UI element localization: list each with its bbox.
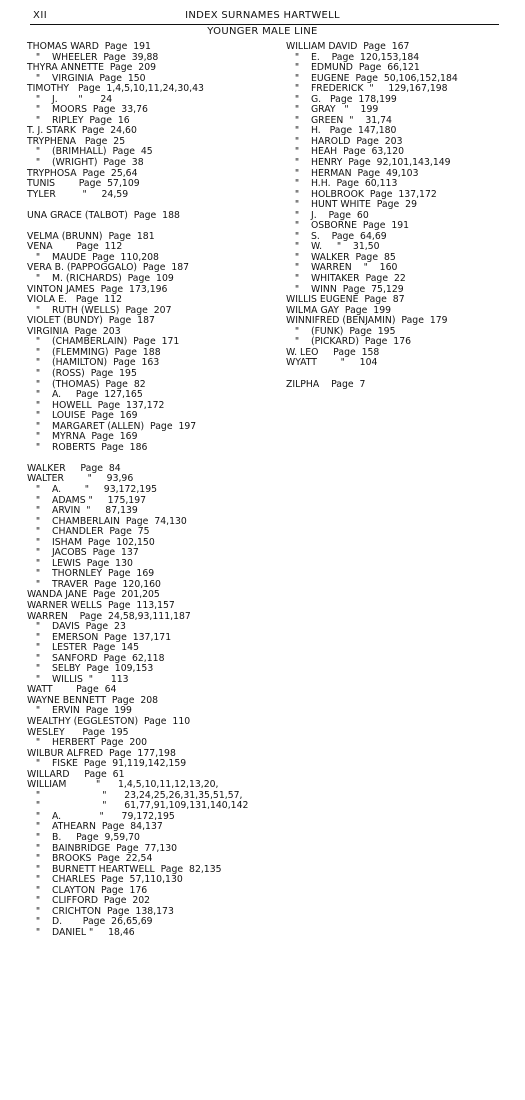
- index-entry: " (CHAMBERLAIN) Page 171: [27, 336, 180, 348]
- index-entry: " J. Page 60: [286, 209, 369, 221]
- index-entry: " HEAH Page 63,120: [286, 146, 405, 158]
- index-entry: " OSBORNE Page 191: [286, 220, 410, 232]
- index-entry: THOMAS WARD Page 191: [27, 41, 151, 52]
- index-entry: " WILLIS " 113: [27, 673, 129, 685]
- index-entry: WINNIFRED (BENJAMIN) Page 179: [286, 315, 448, 327]
- index-entry: " LEWIS Page 130: [27, 557, 133, 569]
- index-entry: " WHEELER Page 39,88: [27, 51, 159, 63]
- index-entry: WILLIAM " 1,4,5,10,11,12,13,20,: [27, 779, 219, 791]
- index-entry: " ISHAM Page 102,150: [27, 536, 155, 548]
- index-entry: VENA Page 112: [27, 241, 123, 253]
- index-entry: " (WRIGHT) Page 38: [27, 157, 144, 169]
- index-entry: TYLER " 24,59: [27, 188, 129, 200]
- index-entry: " CHARLES Page 57,110,130: [27, 874, 183, 886]
- index-entry: " HUNT WHITE Page 29: [286, 199, 417, 211]
- index-entry: WESLEY Page 195: [27, 726, 129, 738]
- index-entry: " WALKER Page 85: [286, 251, 396, 263]
- index-entry: " RIPLEY Page 16: [27, 114, 130, 126]
- index-entry: WALKER Page 84: [27, 462, 121, 474]
- index-entry: " MOORS Page 33,76: [27, 104, 148, 116]
- index-entry: " HAROLD Page 203: [286, 135, 403, 147]
- index-entry: WILLARD Page 61: [27, 768, 125, 780]
- left-index-column: [27, 42, 277, 938]
- index-entry: " ATHEARN Page 84,137: [27, 821, 163, 833]
- index-entry: WYATT " 104: [286, 357, 378, 369]
- index-entry: " VIRGINIA Page 150: [27, 72, 146, 84]
- index-entry: TRYPHENA Page 25: [27, 135, 126, 147]
- index-entry: " (BRIMHALL) Page 45: [27, 146, 153, 158]
- index-entry: " EMERSON Page 137,171: [27, 631, 172, 643]
- index-entry: " HOWELL Page 137,172: [27, 399, 165, 411]
- index-entry: VIRGINIA Page 203: [27, 325, 121, 337]
- index-entry: " GREEN " 31,74: [286, 114, 392, 126]
- index-entry: " FREDERICK " 129,167,198: [286, 83, 448, 95]
- page-subtitle: YOUNGER MALE LINE: [207, 26, 318, 37]
- index-entry: W. LEO Page 158: [286, 346, 380, 358]
- page-title: INDEX SURNAMES HARTWELL: [185, 10, 340, 21]
- index-entry: THYRA ANNETTE Page 209: [27, 62, 157, 74]
- index-entry: " SANFORD Page 62,118: [27, 652, 165, 664]
- index-entry: WANDA JANE Page 201,205: [27, 589, 160, 601]
- index-entry: VELMA (BRUNN) Page 181: [27, 230, 155, 242]
- index-entry: " W. " 31,50: [286, 241, 380, 253]
- index-entry: " FISKE Page 91,119,142,159: [27, 758, 187, 770]
- index-entry: " TRAVER Page 120,160: [27, 578, 161, 590]
- index-entry: VIOLA E. Page 112: [27, 294, 122, 306]
- index-entry: WAYNE BENNETT Page 208: [27, 694, 159, 706]
- index-entry: WARNER WELLS Page 113,157: [27, 599, 175, 611]
- index-entry: TIMOTHY Page 1,4,5,10,11,24,30,43: [27, 83, 204, 95]
- index-entry: " J. " 24: [27, 93, 113, 105]
- index-entry: " CHAMBERLAIN Page 74,130: [27, 515, 187, 527]
- index-entry: " E. Page 120,153,184: [286, 51, 420, 63]
- index-entry: WILLIS EUGENE Page 87: [286, 294, 405, 306]
- index-entry: " MARGARET (ALLEN) Page 197: [27, 420, 197, 432]
- index-entry: " CHANDLER Page 75: [27, 526, 150, 538]
- index-entry: " LESTER Page 145: [27, 642, 140, 654]
- index-entry: " MAUDE Page 110,208: [27, 251, 159, 263]
- index-entry: WILMA GAY Page 199: [286, 304, 392, 316]
- index-entry: " MYRNA Page 169: [27, 431, 138, 443]
- index-entry: " G. Page 178,199: [286, 93, 397, 105]
- index-entry: WATT Page 64: [27, 684, 117, 696]
- index-entry: " JACOBS Page 137: [27, 547, 139, 559]
- section-gap: [286, 369, 520, 380]
- index-entry: WEALTHY (EGGLESTON) Page 110: [27, 716, 191, 727]
- index-entry: " THORNLEY Page 169: [27, 568, 155, 580]
- index-entry: T. J. STARK Page 24,60: [27, 125, 137, 137]
- index-entry: WILBUR ALFRED Page 177,198: [27, 747, 176, 759]
- header-divider: [30, 24, 499, 25]
- index-entry: " BURNETT HEARTWELL Page 82,135: [27, 863, 222, 875]
- index-entry: " ADAMS " 175,197: [27, 494, 147, 506]
- index-entry: " DAVIS Page 23: [27, 621, 126, 633]
- index-entry: " BAINBRIDGE Page 77,130: [27, 842, 178, 854]
- index-entry: " ROBERTS Page 186: [27, 441, 148, 453]
- index-entry: " D. Page 26,65,69: [27, 916, 153, 928]
- index-entry: " WHITAKER Page 22: [286, 273, 406, 285]
- index-entry: " B. Page 9,59,70: [27, 832, 140, 844]
- index-entry: " ARVIN " 87,139: [27, 505, 138, 517]
- index-entry: " A. " 79,172,195: [27, 810, 175, 822]
- index-entry: WALTER " 93,96: [27, 473, 134, 485]
- index-entry: " GRAY " 199: [286, 104, 379, 116]
- index-entry: " S. Page 64,69: [286, 230, 387, 242]
- index-entry: " WINN Page 75,129: [286, 283, 404, 295]
- index-entry: " EDMUND Page 66,121: [286, 62, 420, 74]
- index-entry: " A. Page 127,165: [27, 389, 143, 401]
- index-entry: " " 61,77,91,109,131,140,142: [27, 800, 249, 812]
- index-entry: " LOUISE Page 169: [27, 410, 138, 422]
- index-entry: " CLIFFORD Page 202: [27, 895, 151, 907]
- index-entry: " RUTH (WELLS) Page 207: [27, 304, 172, 316]
- index-entry: " HOLBROOK Page 137,172: [286, 188, 437, 200]
- index-entry: WARREN Page 24,58,93,111,187: [27, 610, 191, 622]
- index-entry: VIOLET (BUNDY) Page 187: [27, 315, 155, 327]
- index-entry: " DANIEL " 18,46: [27, 926, 135, 938]
- index-entry: " (PICKARD) Page 176: [286, 336, 412, 348]
- index-entry: " H.H. Page 60,113: [286, 178, 398, 190]
- index-entry: " M. (RICHARDS) Page 109: [27, 273, 174, 285]
- index-entry: " BROOKS Page 22,54: [27, 853, 153, 865]
- index-entry: " (ROSS) Page 195: [27, 367, 137, 379]
- index-entry: " CRICHTON Page 138,173: [27, 905, 174, 917]
- index-entry: " HERMAN Page 49,103: [286, 167, 419, 179]
- index-entry: " HERBERT Page 200: [27, 737, 148, 749]
- page-number: XII: [33, 10, 48, 21]
- index-entry: ZILPHA Page 7: [286, 378, 366, 390]
- index-entry: " ERVIN Page 199: [27, 705, 132, 717]
- index-entry: " A. " 93,172,195: [27, 483, 158, 495]
- right-index-column: [286, 42, 520, 390]
- index-entry: " H. Page 147,180: [286, 125, 397, 137]
- index-entry: " WARREN " 160: [286, 262, 398, 274]
- index-entry: " EUGENE Page 50,106,152,184: [286, 72, 458, 84]
- index-entry: TRYPHOSA Page 25,64: [27, 167, 138, 179]
- index-entry: TUNIS Page 57,109: [27, 178, 140, 190]
- index-entry: UNA GRACE (TALBOT) Page 188: [27, 209, 180, 221]
- index-entry: WILLIAM DAVID Page 167: [286, 41, 410, 52]
- index-entry: " CLAYTON Page 176: [27, 884, 148, 896]
- index-entry: " " 23,24,25,26,31,35,51,57,: [27, 789, 243, 801]
- index-entry: " (FLEMMING) Page 188: [27, 346, 161, 358]
- index-entry: " SELBY Page 109,153: [27, 663, 154, 675]
- index-entry: VERA B. (PAPPOGGALO) Page 187: [27, 262, 190, 274]
- index-entry: " HENRY Page 92,101,143,149: [286, 157, 451, 169]
- index-entry: " (THOMAS) Page 82: [27, 378, 146, 390]
- index-entry: VINTON JAMES Page 173,196: [27, 283, 168, 295]
- index-entry: " (HAMILTON) Page 163: [27, 357, 160, 369]
- index-entry: " (FUNK) Page 195: [286, 325, 396, 337]
